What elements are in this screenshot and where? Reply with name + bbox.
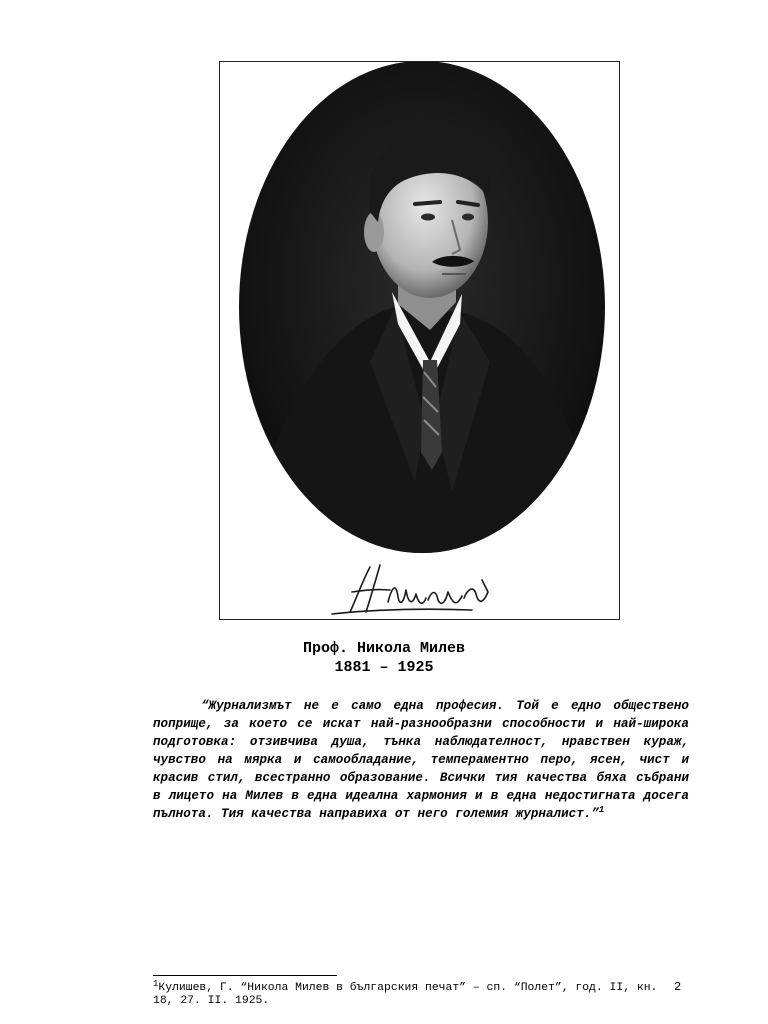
footnote-marker: 1 <box>153 979 159 989</box>
footnote-text: Кулишев, Г. “Никола Милев в българския печат” – сп. “Полет”, год. II, кн. 18, 27. II. 1925. <box>153 982 658 1007</box>
quote-paragraph <box>153 697 689 823</box>
quote-text: “Журнализмът не е само една професия. Той е едно обществено поприще, за което се искат най-разнообразни способности и най-широка подготовка: отзивчива душа, тънка наблюдателност, нравствен кураж, чувство на мярка и самообладание, темпераментно перо, ясен, чист и красив стил, всестранно образование. Всички тия качества бяха събрани в лицето на Милев в една идеална хармония и в една недостигната досега пълнота. Тия качества направиха от него големия журналист.” <box>153 699 689 821</box>
page-number: 2 <box>674 980 682 994</box>
portrait-caption-name: Проф. Никола Милев <box>302 640 466 657</box>
footnote <box>153 979 673 1008</box>
portrait-caption-years: 1881 – 1925 <box>334 659 434 676</box>
footnote-divider <box>153 975 337 976</box>
signature-image <box>332 565 488 614</box>
portrait-photo <box>219 61 620 620</box>
footnote-reference: 1 <box>598 805 605 815</box>
portrait-image <box>220 62 621 621</box>
